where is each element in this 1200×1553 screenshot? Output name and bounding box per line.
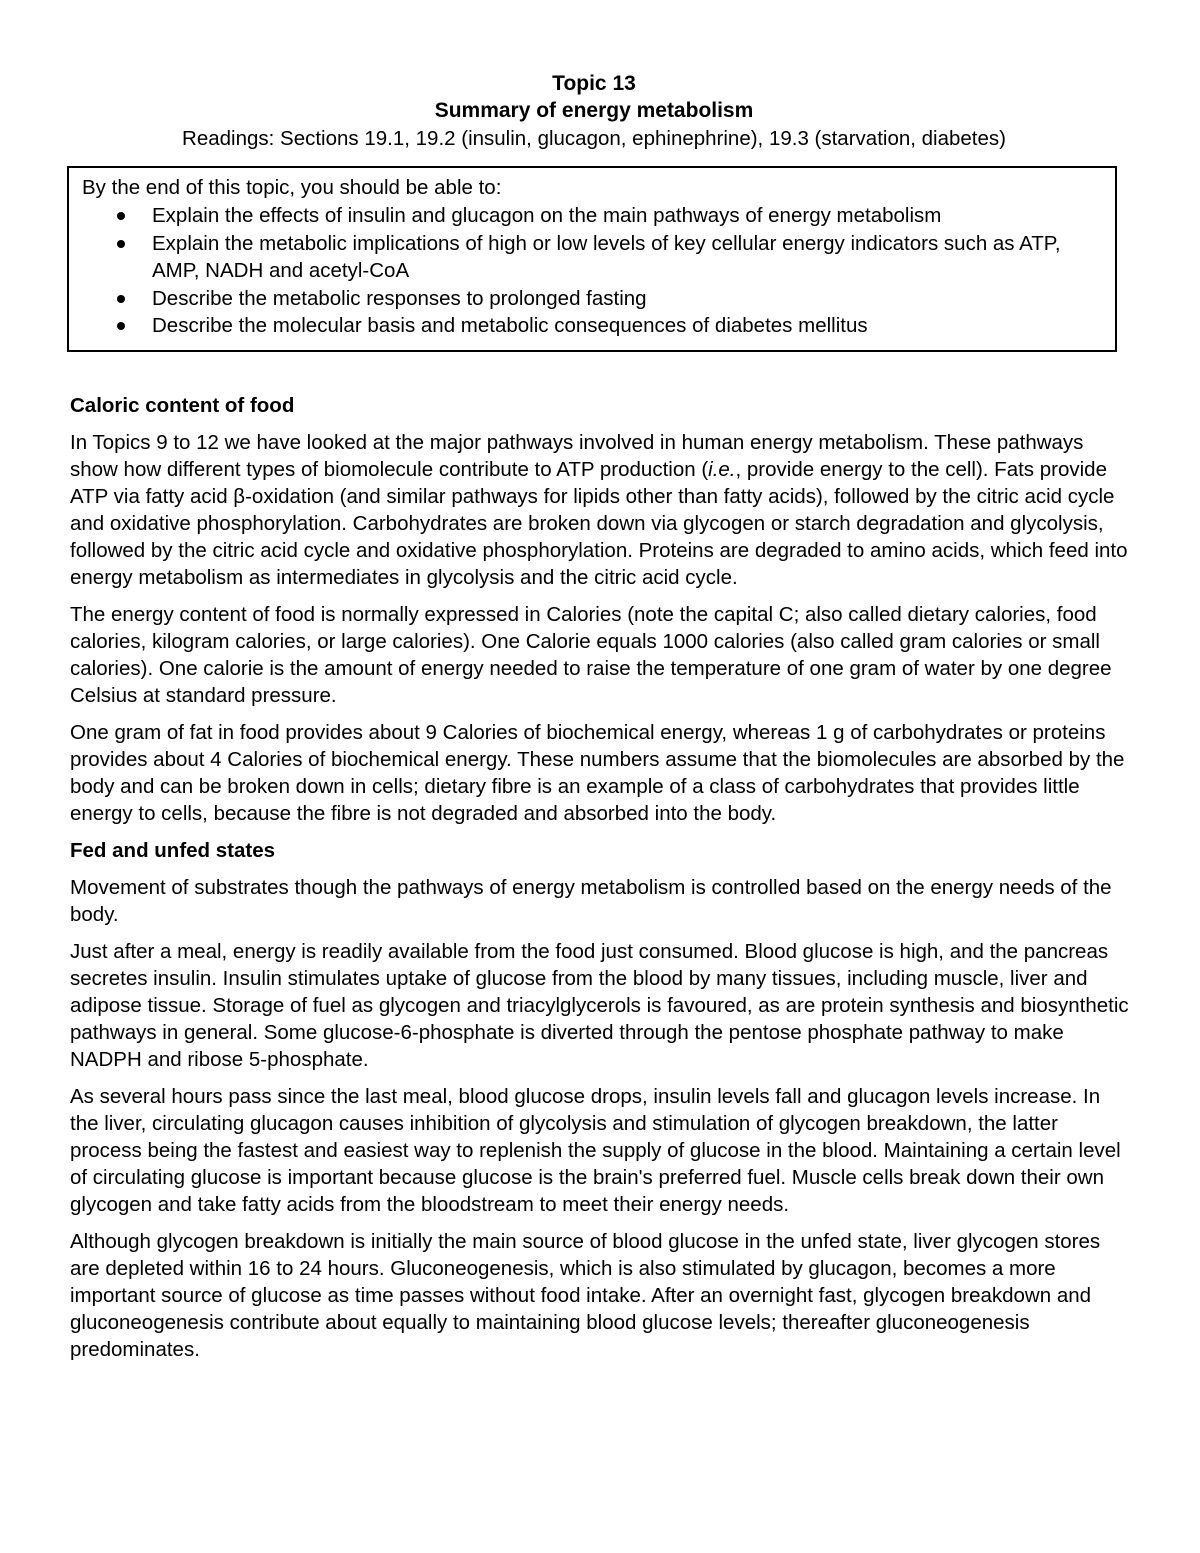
page-title: Summary of energy metabolism [434, 99, 754, 122]
objective-item: Explain the effects of insulin and glucagon on the main pathways of energy metabolism [152, 202, 1105, 230]
objective-item: Describe the molecular basis and metabolic consequences of diabetes mellitus [152, 312, 1105, 340]
italic-text: i.e. [708, 458, 736, 481]
objective-item: Describe the metabolic responses to prolonged fasting [152, 285, 1105, 313]
paragraph: One gram of fat in food provides about 9 Calories of biochemical energy, whereas 1 g of carbohydrates or proteins provides about 4 Calories of biochemical energy. These numbers assume that the biomolecules are absorbed by the body and can be broken down in cells; dietary fibre is an example of a class of carbohydrates that provides little energy to cells, because the fibre is not degraded and absorbed into the body. [70, 721, 1125, 825]
document-header [0, 70, 1188, 153]
paragraph [70, 429, 1132, 591]
objective-item: Explain the metabolic implications of high or low levels of key cellular energy indicators such as ATP, AMP, NADH and acetyl-CoA [152, 230, 1105, 285]
section-heading-caloric-content: Caloric content of food [70, 394, 295, 417]
paragraph: As several hours pass since the last meal, blood glucose drops, insulin levels fall and glucagon levels increase. In the liver, circulating glucagon causes inhibition of glycolysis and stimulation of glycogen breakdown, the latter process being the fastest and easiest way to replenish the supply of glucose in the blood. Maintaining a certain level of circulating glucose is important because glucose is the brain's preferred fuel. Muscle cells break down their own glycogen and take fatty acids from the bloodstream to meet their energy needs. [70, 1085, 1121, 1216]
topic-number: Topic 13 [552, 72, 636, 95]
learning-objectives-box [67, 166, 1117, 352]
paragraph-text: In Topics 9 to 12 we have looked at the major pathways involved in human energy metabolism. These pathways show how different types of biomolecule contribute to ATP production ( [70, 431, 1084, 481]
paragraph: Although glycogen breakdown is initially the main source of blood glucose in the unfed state, liver glycogen stores are depleted within 16 to 24 hours. Gluconeogenesis, which is also stimulated by glucagon, becomes a more important source of glucose as time passes without food intake. After an overnight fast, glycogen breakdown and gluconeogenesis contribute about equally to maintaining blood glucose levels; thereafter gluconeogenesis predominates. [70, 1230, 1101, 1361]
readings-line: Readings: Sections 19.1, 19.2 (insulin, glucagon, ephinephrine), 19.3 (starvation, diabetes) [182, 127, 1006, 150]
document-body [70, 392, 1132, 1373]
paragraph: Just after a meal, energy is readily available from the food just consumed. Blood glucose is high, and the pancreas secretes insulin. Insulin stimulates uptake of glucose from the blood by many tissues, including muscle, liver and adipose tissue. Storage of fuel as glycogen and triacylglycerols is favoured, as are protein synthesis and biosynthetic pathways in general. Some glucose-6-phosphate is diverted through the pentose phosphate pathway to make NADPH and ribose 5-phosphate. [70, 940, 1129, 1071]
objectives-list [82, 202, 1105, 340]
objectives-intro: By the end of this topic, you should be able to: [82, 176, 502, 199]
section-heading-fed-unfed: Fed and unfed states [70, 839, 276, 862]
paragraph-text: , provide energy to the cell). Fats provide ATP via fatty acid β-oxidation (and similar pathways for lipids other than fatty acids), followed by the citric acid cycle and oxidative phosphorylation. Carbohydrates are broken down via glycogen or starch degradation and glycolysis, followed by the citric acid cycle and oxidative phosphorylation. Proteins are degraded to amino acids, which feed into energy metabolism as intermediates in glycolysis and the citric acid cycle. [70, 458, 1128, 589]
paragraph: The energy content of food is normally expressed in Calories (note the capital C; also called dietary calories, food calories, kilogram calories, or large calories). One Calorie equals 1000 calories (also called gram calories or small calories). One calorie is the amount of energy needed to raise the temperature of one gram of water by one degree Celsius at standard pressure. [70, 603, 1112, 707]
paragraph: Movement of substrates though the pathways of energy metabolism is controlled based on the energy needs of the body. [70, 876, 1112, 926]
